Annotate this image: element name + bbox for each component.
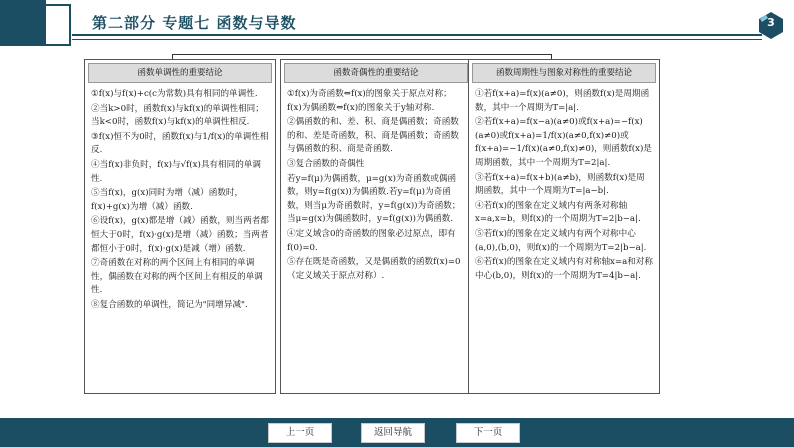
- page-number: 3: [767, 16, 775, 29]
- list-item: ⑤当f(x)，g(x)同时为增（减）函数时，f(x)+g(x)为增（减）函数.: [91, 188, 244, 212]
- list-item: ④当f(x)非负时，f(x)与√f(x)具有相同的单调性.: [91, 159, 261, 184]
- list-item: ③若f(x+a)=f(x+b)(a≠b)，则函数f(x)是周期函数，其中一个周期为T=|a−b|.: [475, 172, 645, 197]
- column-body: [85, 86, 275, 313]
- list-item: ②若f(x+a)=f(x−a)(a≠0)或f(x+a)=−f(x)(a≠0)或f(x+a)=1/f(x)(a≠0,f(x)≠0)或f(x+a)=−1/f(x)(a≠0,f(x)≠0)，则函数f(x)是周期函数，其中一个周期为T=2|a|.: [475, 117, 652, 168]
- list-item: ④定义域含0的奇函数的图象必过原点，即有f(0)=0.: [287, 228, 456, 253]
- list-item: ⑥若f(x)的图象在定义域内有对称轴x=a和对称中心(b,0)，则f(x)的一个周期为T=4|b−a|.: [475, 257, 653, 281]
- list-item: ⑤若f(x)的图象在定义域内有两个对称中心(a,0),(b,0)，则f(x)的一个周期为T=2|b−a|.: [475, 228, 647, 253]
- list-item: ②偶函数的和、差、积、商是偶函数；奇函数的和、差是奇函数，积、商是偶函数；奇函数与偶函数的积、商是奇函数.: [287, 117, 459, 155]
- back-to-nav-button[interactable]: 返回导航: [361, 423, 425, 443]
- list-item: ⑧复合函数的单调性，简记为"同增异减".: [91, 299, 248, 310]
- list-item: ①f(x)与f(x)+c(c为常数)具有相同的单调性.: [91, 89, 258, 99]
- header-divider: [72, 34, 762, 36]
- column-periodicity: [468, 59, 660, 394]
- list-item: ⑤存在既是奇函数，又是偶函数的函数f(x)=0（定义域关于原点对称）.: [287, 257, 461, 281]
- list-item: ⑥设f(x)，g(x)都是增（减）函数，则当两者都恒大于0时，f(x)·g(x)是增（减）函数；当两者都恒小于0时，f(x)·g(x)是减（增）函数.: [91, 216, 269, 254]
- navigation-footer: [0, 418, 794, 447]
- list-item: ①f(x)为奇函数⇔f(x)的图象关于原点对称；f(x)为偶函数⇔f(x)的图象关于y轴对称.: [287, 89, 452, 113]
- prev-page-button[interactable]: 上一页: [268, 423, 332, 443]
- list-item: ③f(x)恒不为0时，函数f(x)与1/f(x)的单调性相反.: [91, 131, 269, 156]
- list-item: ②当k>0时，函数f(x)与kf(x)的单调性相同；当k<0时，函数f(x)与kf(x)的单调性相反.: [91, 103, 264, 128]
- list-item: ④若f(x)的图象在定义域内有两条对称轴x=a,x=b，则f(x)的一个周期为T=2|b−a|.: [475, 200, 641, 225]
- column-title: 函数单调性的重要结论: [88, 63, 272, 83]
- slide-title: 第二部分 专题七 函数与导数: [92, 14, 297, 32]
- column-title: 函数周期性与图象对称性的重要结论: [472, 63, 656, 83]
- list-item: ⑦奇函数在对称的两个区间上有相同的单调性，偶函数在对称的两个区间上有相反的单调性.: [91, 258, 263, 296]
- column-parity: [280, 59, 472, 394]
- next-page-button[interactable]: 下一页: [456, 423, 520, 443]
- list-item: ③复合函数的奇偶性: [287, 158, 365, 169]
- column-body: [469, 86, 659, 283]
- list-item: ①若f(x+a)=f(x)(a≠0)，则函数f(x)是周期函数，其中一个周期为T=|a|.: [475, 89, 650, 113]
- slide-header: [0, 0, 794, 46]
- column-monotonicity: [84, 59, 276, 394]
- column-body: [281, 86, 471, 283]
- list-item: 若y=f(μ)为偶函数，μ=g(x)为奇函数或偶函数，则y=f(g(x))为偶函数.若y=f(μ)为奇函数，则当μ为奇函数时，y=f(g(x))为奇函数；当μ=g(x)为偶函数时，y=f(g(x))为偶函数.: [287, 173, 461, 225]
- column-title: 函数奇偶性的重要结论: [284, 63, 468, 83]
- header-divider-thin: [72, 39, 762, 40]
- page-number-badge: [756, 10, 786, 40]
- slide-content: [72, 54, 712, 394]
- header-logo-frame: [15, 4, 71, 46]
